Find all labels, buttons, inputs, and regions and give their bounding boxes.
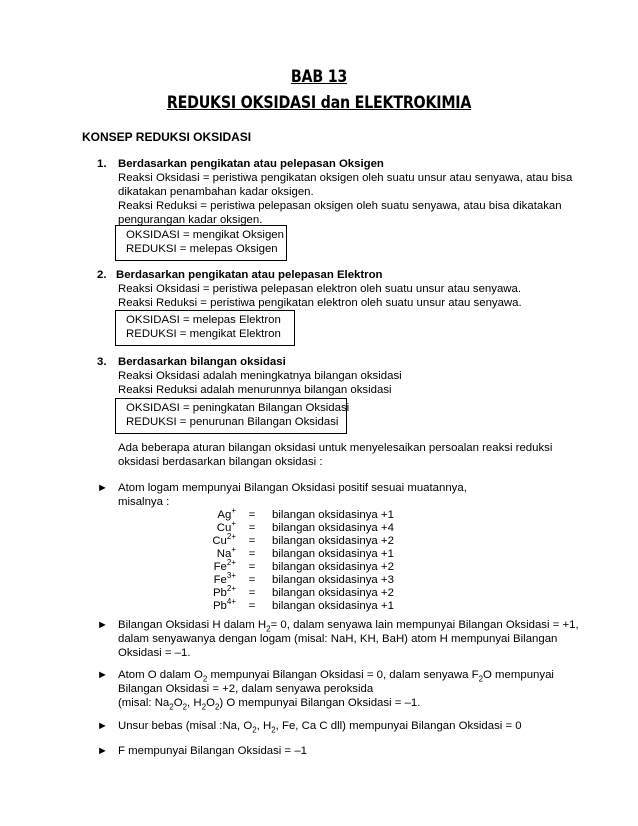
rule-3-text: Bilangan Oksidasi = +2, dalam senyawa peroksida [118,683,374,695]
ion-value: bilangan oksidasinya +2 [272,587,394,599]
ion-value: bilangan oksidasinya +1 [272,548,394,560]
item-2-number: 2. [97,269,107,281]
ion-value: bilangan oksidasinya +3 [272,574,394,586]
rule-2-text: Bilangan Oksidasi H dalam $H_2= 0$, dalam senyawa lain mempunyai Bilangan Oksidasi = +1, [118,619,579,634]
chapter-subtitle: REDUKSI OKSIDASI dan ELEKTROKIMIA [166,93,472,113]
summary-box-oxygen [115,225,287,261]
bullet-arrow-icon: ► [97,669,108,681]
item-1-line: pengurangan kadar oksigen. [118,214,263,226]
ion-row [196,547,394,560]
ion-symbol: $Pb^{4+}$ [212,597,236,612]
item-3-number: 3. [97,356,107,368]
ion-table [196,508,394,612]
rule-3-text: Atom O dalam $O_2$ mempunyai Bilangan Oksidasi = 0, dalam senyawa $F_2O$ mempunyai [118,669,554,684]
ion-symbol: $Fe^{2+}$ [213,558,236,573]
box-line: OKSIDASI = melepas Elektron [126,314,281,326]
item-1-line: Reaksi Oksidasi = peristiwa pengikatan oksigen oleh suatu unsur atau senyawa, atau bisa [118,172,573,184]
item-2-line: Reaksi Oksidasi = peristiwa pelepasan elektron oleh suatu unsur atau senyawa. [118,283,522,295]
summary-box-electron [115,310,295,346]
ion-symbol: Cu+ [216,519,236,534]
equals-sign: = [248,522,256,534]
ion-value: bilangan oksidasinya +4 [272,522,394,534]
section-heading: KONSEP REDUKSI OKSIDASI [82,130,252,144]
ion-row [196,586,394,599]
box-line: REDUKSI = penurunan Bilangan Oksidasi [126,416,339,428]
ion-value: bilangan oksidasinya +2 [272,535,394,547]
item-1-line: dikatakan penambahan kadar oksigen. [118,186,314,198]
equals-sign: = [248,587,256,599]
equals-sign: = [248,561,256,573]
equals-sign: = [248,600,256,612]
ion-value: bilangan oksidasinya +1 [272,600,394,612]
box-line: REDUKSI = mengikat Elektron [126,328,281,340]
ion-row [196,573,394,586]
ion-symbol: $Pb^{2+}$ [212,584,236,599]
bullet-arrow-icon: ► [97,745,108,757]
ion-symbol: $Fe^{3+}$ [213,571,236,586]
item-2-line: Reaksi Reduksi = peristiwa pengikatan elektron oleh suatu unsur atau senyawa. [118,297,522,309]
rule-2-text: Oksidasi = –1. [118,647,191,659]
ion-symbol: $Cu^{2+}$ [212,532,236,547]
rule-2-text: dalam senyawanya dengan logam (misal: NaH, KH, BaH) atom H mempunyai Bilangan [118,633,558,645]
item-2-heading: Berdasarkan pengikatan atau pelepasan Elektron [116,269,383,281]
box-line: OKSIDASI = peningkatan Bilangan Oksidasi [126,402,350,414]
ion-symbol: Na+ [216,545,236,560]
ion-symbol: Ag+ [217,506,236,521]
rule-1-text: Atom logam mempunyai Bilangan Oksidasi positif sesuai muatannya, [118,482,467,494]
item-1-line: Reaksi Reduksi = peristiwa pelepasan oksigen oleh suatu senyawa, atau bisa dikatakan [118,200,562,212]
rule-1-text: misalnya : [118,496,170,508]
item-1-heading: Berdasarkan pengikatan atau pelepasan Oksigen [118,158,384,170]
ion-row [196,560,394,573]
bullet-arrow-icon: ► [97,482,108,494]
ion-row [196,508,394,521]
equals-sign: = [248,535,256,547]
equals-sign: = [248,509,256,521]
ion-row [196,599,394,612]
item-3-heading: Berdasarkan bilangan oksidasi [118,356,286,368]
equals-sign: = [248,548,256,560]
ion-row [196,534,394,547]
item-3-line: Reaksi Oksidasi adalah meningkatnya bilangan oksidasi [118,370,402,382]
summary-box-oxidation-number [115,398,350,434]
rule-4-text: Unsur bebas (misal :Na, $O_2$, $H_2$, Fe, Ca C dll) mempunyai Bilangan Oksidasi = 0 [118,720,522,735]
bullet-arrow-icon: ► [97,720,108,732]
box-line: REDUKSI = melepas Oksigen [126,243,278,255]
rules-intro: Ada beberapa aturan bilangan oksidasi untuk menyelesaikan persoalan reaksi reduksi [118,442,553,454]
rule-5-text: F mempunyai Bilangan Oksidasi = –1 [118,745,307,757]
chapter-title: BAB 13 [290,67,348,87]
box-line: OKSIDASI = mengikat Oksigen [126,229,284,241]
ion-row [196,521,394,534]
item-3-line: Reaksi Reduksi adalah menurunnya bilangan oksidasi [118,384,392,396]
item-1-number: 1. [97,158,107,170]
equals-sign: = [248,574,256,586]
bullet-arrow-icon: ► [97,619,108,631]
rule-3-text: (misal: $Na_2O_2$, $H_2O_2$) O mempunyai Bilangan Oksidasi = –1. [118,697,421,712]
ion-value: bilangan oksidasinya +2 [272,561,394,573]
ion-value: bilangan oksidasinya +1 [272,509,394,521]
rules-intro: oksidasi berdasarkan bilangan oksidasi : [118,456,323,468]
